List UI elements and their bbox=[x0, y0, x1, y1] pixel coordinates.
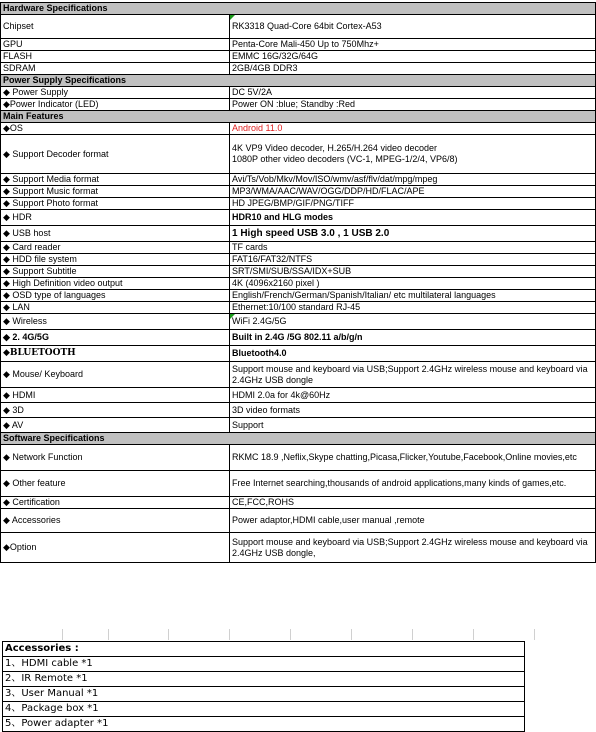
spec-label: ◆ Mouse/ Keyboard bbox=[1, 362, 230, 388]
spec-value: 4K (4096x2160 pixel ) bbox=[230, 278, 596, 290]
spec-value: SRT/SMI/SUB/SSA/IDX+SUB bbox=[230, 266, 596, 278]
spec-label: ◆ Accessories bbox=[1, 509, 230, 533]
spec-row-subtitle bbox=[1, 266, 596, 278]
spec-value: Power adaptor,HDMI cable,user manual ,remote bbox=[230, 509, 596, 533]
spec-row-bluetooth bbox=[1, 346, 596, 362]
spec-value: 3D video formats bbox=[230, 403, 596, 418]
spec-label: ◆ High Definition video output bbox=[1, 278, 230, 290]
spec-label: ◆ HDR bbox=[1, 210, 230, 226]
accessory-item bbox=[3, 717, 525, 732]
accessory-item-text: 4、Package box *1 bbox=[3, 702, 525, 717]
spec-label: ◆ Wireless bbox=[1, 314, 230, 330]
spec-value: Support mouse and keyboard via USB;Support 2.4GHz wireless mouse and keyboard via 2.4GHz USB dongle bbox=[230, 362, 596, 388]
spec-row-accessories bbox=[1, 509, 596, 533]
spec-label: ◆ Support Music format bbox=[1, 186, 230, 198]
spec-label: ◆ HDD file system bbox=[1, 254, 230, 266]
spec-label: ◆ Support Media format bbox=[1, 174, 230, 186]
section-power bbox=[1, 75, 596, 87]
spec-row-hdr bbox=[1, 210, 596, 226]
spec-label: ◆ AV bbox=[1, 418, 230, 433]
spec-label: ◆ USB host bbox=[1, 226, 230, 242]
spec-label: ◆Power Indicator (LED) bbox=[1, 99, 230, 111]
accessory-item bbox=[3, 702, 525, 717]
spec-value: CE,FCC,ROHS bbox=[230, 497, 596, 509]
spec-label: FLASH bbox=[1, 51, 230, 63]
spec-row-av bbox=[1, 418, 596, 433]
spec-value: HD JPEG/BMP/GIF/PNG/TIFF bbox=[230, 198, 596, 210]
spec-row-power-supply bbox=[1, 87, 596, 99]
spec-row-photo bbox=[1, 198, 596, 210]
spec-row-24g-5g bbox=[1, 330, 596, 346]
spec-row-chipset bbox=[1, 15, 596, 39]
accessory-item bbox=[3, 672, 525, 687]
spec-label: ◆ Network Function bbox=[1, 445, 230, 471]
spec-row-flash bbox=[1, 51, 596, 63]
spec-row-os bbox=[1, 123, 596, 135]
section-software bbox=[1, 433, 596, 445]
spec-row-network bbox=[1, 445, 596, 471]
section-title: Main Features bbox=[1, 111, 596, 123]
spec-label: ◆BLUETOOTH bbox=[1, 346, 230, 362]
spec-value: HDR10 and HLG modes bbox=[230, 210, 596, 226]
spec-value: Avi/Ts/Vob/Mkv/Mov/ISO/wmv/asf/flv/dat/mpg/mpeg bbox=[230, 174, 596, 186]
spec-label: ◆ LAN bbox=[1, 302, 230, 314]
accessory-item-text: 5、Power adapter *1 bbox=[3, 717, 525, 732]
spec-value: HDMI 2.0a for 4k@60Hz bbox=[230, 388, 596, 403]
spec-row-hd-output bbox=[1, 278, 596, 290]
accessories-title-row bbox=[3, 642, 525, 657]
spec-row-power-indicator bbox=[1, 99, 596, 111]
spec-row-other-feature bbox=[1, 471, 596, 497]
spec-value: EMMC 16G/32G/64G bbox=[230, 51, 596, 63]
spec-row-media bbox=[1, 174, 596, 186]
spec-value: Bluetooth4.0 bbox=[230, 346, 596, 362]
spec-row-gpu bbox=[1, 39, 596, 51]
spec-row-lan bbox=[1, 302, 596, 314]
gridline bbox=[62, 629, 63, 640]
spec-row-mouse-keyboard bbox=[1, 362, 596, 388]
spec-label: Chipset bbox=[1, 15, 230, 39]
section-title: Power Supply Specifications bbox=[1, 75, 596, 87]
spec-value bbox=[230, 135, 596, 174]
section-title: Hardware Specifications bbox=[1, 3, 596, 15]
spec-label: ◆ Support Photo format bbox=[1, 198, 230, 210]
spec-value: Support mouse and keyboard via USB;Support 2.4GHz wireless mouse and keyboard via 2.4GHz USB dongle, bbox=[230, 533, 596, 563]
gridline bbox=[168, 629, 169, 640]
accessory-item-text: 1、HDMI cable *1 bbox=[3, 657, 525, 672]
spec-label: ◆ HDMI bbox=[1, 388, 230, 403]
gridline bbox=[229, 629, 230, 640]
spec-label: SDRAM bbox=[1, 63, 230, 75]
spec-label: ◆ Power Supply bbox=[1, 87, 230, 99]
spec-value: English/French/German/Spanish/Italian/ etc multilateral languages bbox=[230, 290, 596, 302]
accessory-item bbox=[3, 657, 525, 672]
spec-row-sdram bbox=[1, 63, 596, 75]
gridline bbox=[412, 629, 413, 640]
gridline bbox=[108, 629, 109, 640]
gridline bbox=[290, 629, 291, 640]
accessories-table bbox=[2, 641, 525, 732]
spec-value: MP3/WMA/AAC/WAV/OGG/DDP/HD/FLAC/APE bbox=[230, 186, 596, 198]
spec-value: Power ON :blue; Standby :Red bbox=[230, 99, 596, 111]
spec-row-card-reader bbox=[1, 242, 596, 254]
spec-value: 1 High speed USB 3.0 , 1 USB 2.0 bbox=[230, 226, 596, 242]
spec-label: ◆ Support Subtitle bbox=[1, 266, 230, 278]
spec-value: DC 5V/2A bbox=[230, 87, 596, 99]
spec-value: Built in 2.4G /5G 802.11 a/b/g/n bbox=[230, 330, 596, 346]
spec-value: RK3318 Quad-Core 64bit Cortex-A53 bbox=[230, 15, 596, 39]
gridline bbox=[534, 629, 535, 640]
spec-value: Ethernet:10/100 standard RJ-45 bbox=[230, 302, 596, 314]
spec-label: ◆Option bbox=[1, 533, 230, 563]
spreadsheet-gridlines bbox=[0, 629, 595, 640]
spec-label: ◆ Card reader bbox=[1, 242, 230, 254]
gridline bbox=[473, 629, 474, 640]
spec-value: Free Internet searching,thousands of android applications,many kinds of games,etc. bbox=[230, 471, 596, 497]
spec-value-line: 4K VP9 Video decoder, H.265/H.264 video decoder bbox=[232, 143, 437, 153]
section-title: Software Specifications bbox=[1, 433, 596, 445]
gridline bbox=[351, 629, 352, 640]
accessory-item bbox=[3, 687, 525, 702]
spec-row-hdd bbox=[1, 254, 596, 266]
spec-value: TF cards bbox=[230, 242, 596, 254]
section-main bbox=[1, 111, 596, 123]
spec-value: 2GB/4GB DDR3 bbox=[230, 63, 596, 75]
spec-row-usb bbox=[1, 226, 596, 242]
spec-value: Penta-Core Mali-450 Up to 750Mhz+ bbox=[230, 39, 596, 51]
spec-label: ◆OS bbox=[1, 123, 230, 135]
spec-row-certification bbox=[1, 497, 596, 509]
spec-row-decoder bbox=[1, 135, 596, 174]
spec-label: ◆ OSD type of languages bbox=[1, 290, 230, 302]
spec-table bbox=[0, 2, 596, 563]
spec-row-hdmi bbox=[1, 388, 596, 403]
spec-value: Android 11.0 bbox=[230, 123, 596, 135]
spec-value: RKMC 18.9 ,Neflix,Skype chatting,Picasa,Flicker,Youtube,Facebook,Online movies,etc bbox=[230, 445, 596, 471]
accessory-item-text: 3、User Manual *1 bbox=[3, 687, 525, 702]
accessories-title: Accessories : bbox=[3, 642, 525, 657]
spec-label: ◆ Other feature bbox=[1, 471, 230, 497]
spec-row-osd bbox=[1, 290, 596, 302]
spec-label: ◆ 2. 4G/5G bbox=[1, 330, 230, 346]
spec-label: ◆ Support Decoder format bbox=[1, 135, 230, 174]
spec-value: FAT16/FAT32/NTFS bbox=[230, 254, 596, 266]
spec-label: GPU bbox=[1, 39, 230, 51]
spec-value: WiFi 2.4G/5G bbox=[230, 314, 596, 330]
spec-row-option bbox=[1, 533, 596, 563]
spec-row-3d bbox=[1, 403, 596, 418]
spec-label: ◆ 3D bbox=[1, 403, 230, 418]
spec-label: ◆ Certification bbox=[1, 497, 230, 509]
spec-row-wireless bbox=[1, 314, 596, 330]
spec-value: Support bbox=[230, 418, 596, 433]
spec-row-music bbox=[1, 186, 596, 198]
spec-value-line: 1080P other video decoders (VC-1, MPEG-1/2/4, VP6/8) bbox=[232, 154, 458, 164]
accessory-item-text: 2、IR Remote *1 bbox=[3, 672, 525, 687]
section-hardware bbox=[1, 3, 596, 15]
